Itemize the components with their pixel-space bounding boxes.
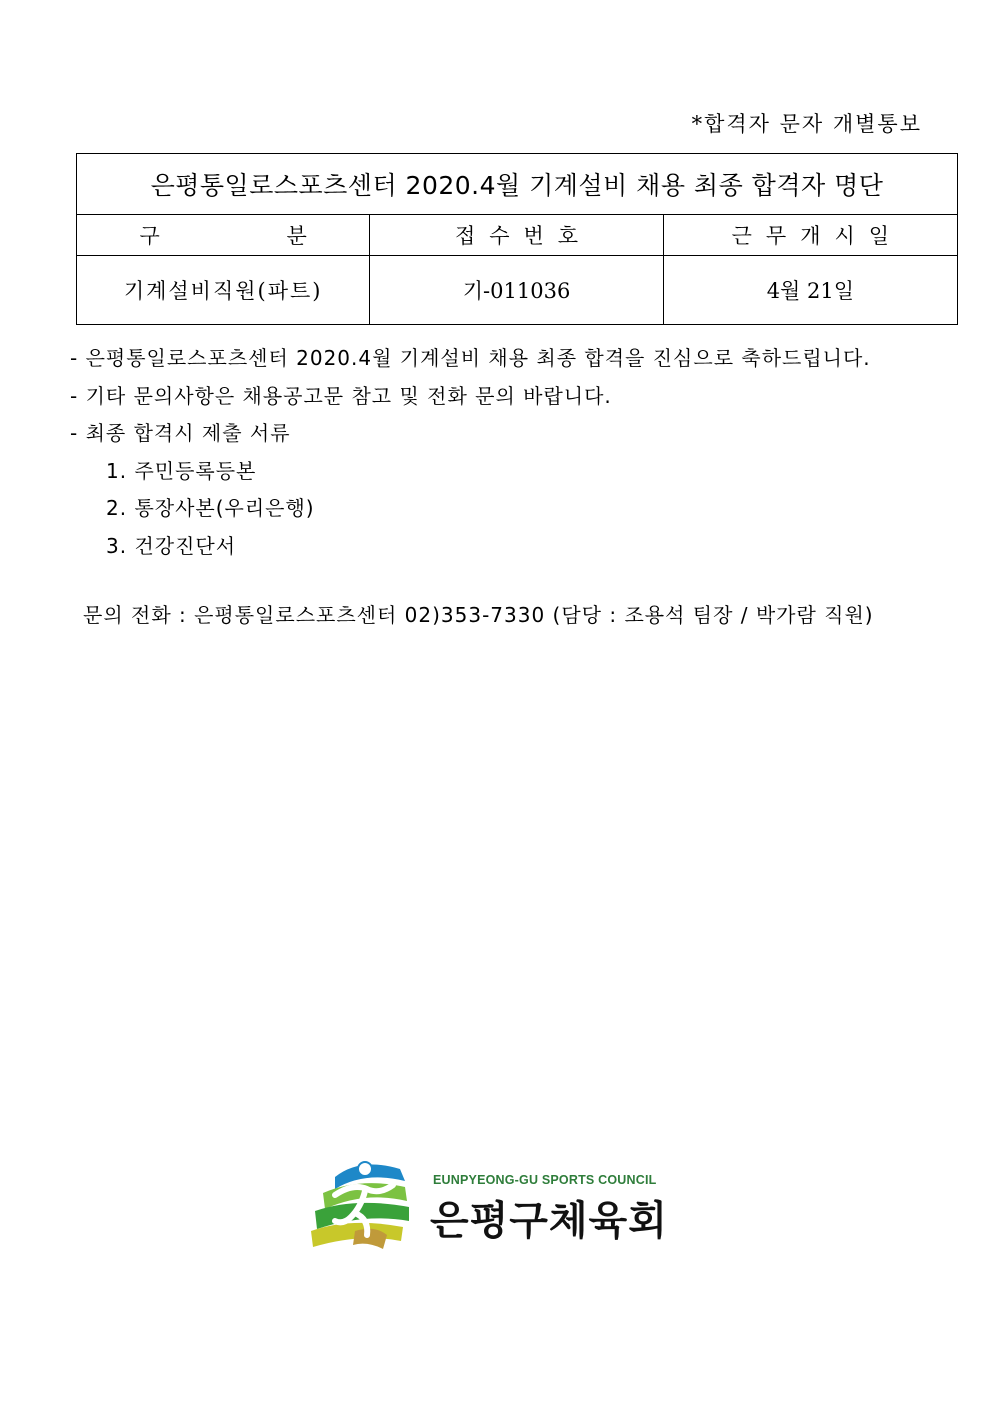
cell-application-number: 기-011036: [370, 256, 663, 325]
notice-text: *합격자 문자 개별통보: [691, 112, 922, 136]
document-item: 3. 건강진단서: [106, 533, 237, 558]
notes-section: [70, 340, 871, 565]
note-documents-heading: - 최종 합격시 제출 서류: [70, 421, 291, 445]
cell-category: 기계설비직원(파트): [77, 256, 370, 325]
runner-emblem-icon: [305, 1155, 415, 1255]
logo-english-text: EUNPYEONG-GU SPORTS COUNCIL: [433, 1173, 657, 1187]
document-item: 2. 통장사본(우리은행): [106, 496, 315, 520]
contact-line: 문의 전화 : 은평통일로스포츠센터 02)353-7330 (담당 : 조용석 팀장 / 박가람 직원): [83, 603, 874, 627]
table-title: 은평통일로스포츠센터 2020.4월 기계설비 채용 최종 합격자 명단: [77, 154, 958, 215]
cell-start-date: 4월 21일: [663, 256, 957, 325]
organization-logo: [305, 1155, 675, 1255]
note-congratulations: - 은평통일로스포츠센터 2020.4월 기계설비 채용 최종 합격을 진심으로 축하드립니다.: [70, 346, 871, 370]
header-start-date: 근무개시일: [663, 215, 957, 256]
header-category: 구 분: [77, 215, 370, 256]
document-item: 1. 주민등록등본: [106, 458, 257, 483]
header-application-number: 접수번호: [370, 215, 663, 256]
logo-korean-text: 은평구체육회: [430, 1198, 668, 1244]
result-table: [76, 153, 958, 325]
note-inquiry: - 기타 문의사항은 채용공고문 참고 및 전화 문의 바랍니다.: [70, 383, 612, 408]
